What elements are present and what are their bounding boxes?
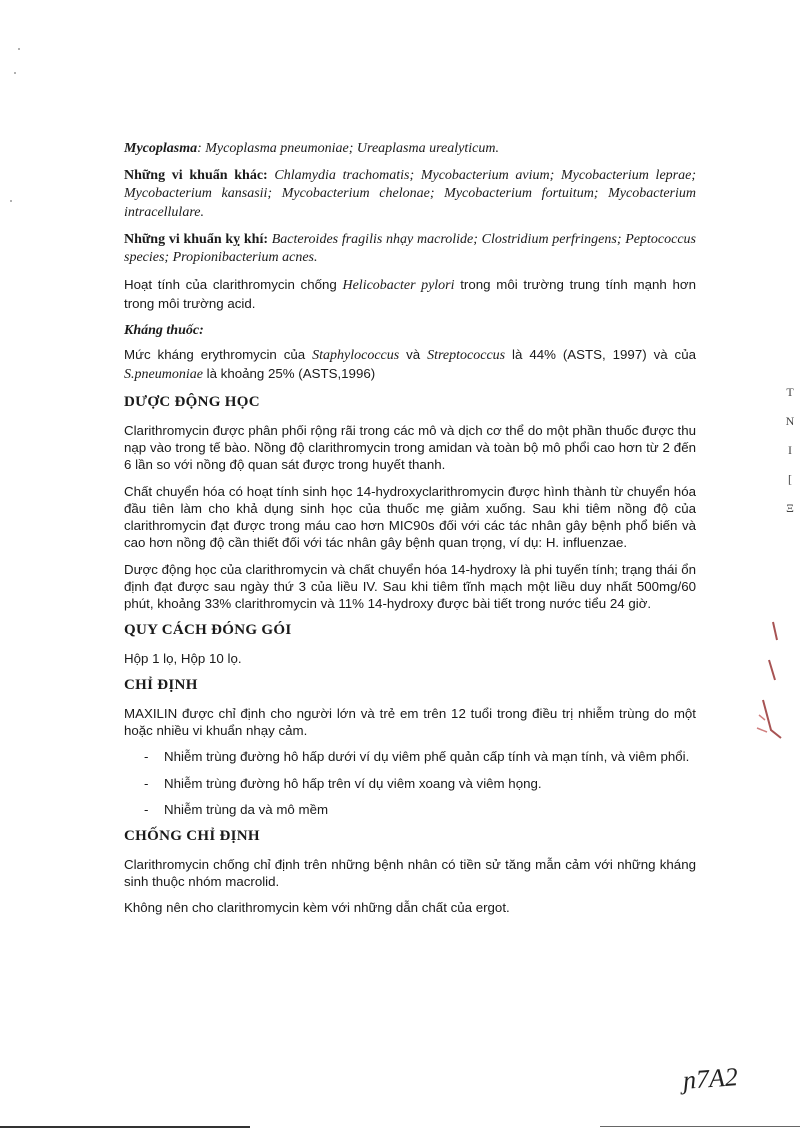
scan-speck	[10, 200, 12, 202]
margin-mark: N	[785, 414, 795, 428]
resistance-staph: Staphylococcus	[312, 347, 400, 363]
pharmacokinetics-paragraph-1: Clarithromycin được phân phối rộng rãi trong các mô và dịch cơ thể do một phần thuốc được thu nạp vào trong tế bào. Nồng độ clarithromycin trong amidan và toàn bộ mô phổi cao hơn từ 2 đến 6 lần so với nồng độ quan sát được trong huyết thanh.	[124, 422, 696, 473]
indication-item-text: Nhiễm trùng đường hô hấp dưới ví dụ viêm phế quản cấp tính và mạn tính, và viêm phổi.	[164, 749, 690, 765]
pharmacokinetics-heading: DƯỢC ĐỘNG HỌC	[124, 394, 260, 411]
anaerobic-paragraph	[124, 231, 696, 267]
list-item	[124, 775, 696, 792]
other-bacteria-text: Chlamydia trachomatis; Mycobacterium avium; Mycobacterium leprae; Mycobacterium kansasii; Mycobacterium chelonae; Mycobacterium fortuitum; Mycobacterium intracellulare.	[124, 168, 696, 220]
document-body	[124, 140, 696, 926]
helicobacter-species: Helicobacter pylori	[342, 278, 455, 294]
indications-heading: CHỈ ĐỊNH	[124, 677, 198, 694]
handwritten-signature: ɲ7A2	[682, 1062, 739, 1095]
footer-rule-left	[0, 1126, 250, 1128]
anaerobic-text: Bacteroides fragilis nhạy macrolide; Clostridium perfringens; Peptococcus species; Propionibacterium acnes.	[124, 231, 696, 265]
dash-mark: -	[144, 801, 149, 817]
dash-mark: -	[144, 775, 149, 791]
pharmacokinetics-paragraph-3: Dược động học của clarithromycin và chất chuyển hóa 14-hydroxy là phi tuyến tính; trạng thái ổn định đạt được sau ngày thứ 3 của liều IV. Sau khi tiêm tĩnh mạch một liều duy nhất 500mg/60 phút, khoảng 33% clarithromycin và 11% 14-hydroxy được bài tiết trong nước tiểu 24 giờ.	[124, 561, 696, 612]
footer-rule-right	[600, 1126, 800, 1127]
resistance-text-3: là 44% (ASTS, 1997) và của	[505, 346, 696, 362]
margin-stamp-marks	[780, 385, 800, 530]
indications-list	[124, 748, 696, 818]
other-bacteria-paragraph	[124, 167, 696, 222]
indications-intro: MAXILIN được chỉ định cho người lớn và trẻ em trên 12 tuổi trong điều trị nhiễm trùng do một hoặc nhiều vi khuẩn nhạy cảm.	[124, 705, 696, 739]
resistance-text-1: Mức kháng erythromycin của	[124, 346, 313, 362]
list-item	[124, 801, 696, 818]
resistance-strep: Streptococcus	[427, 347, 506, 363]
resistance-pneu: S.pneumoniae	[124, 366, 203, 382]
stamp-fragment-icon	[755, 620, 785, 750]
resistance-heading: Kháng thuốc:	[124, 322, 204, 338]
mycoplasma-line	[124, 140, 696, 158]
margin-mark: T	[786, 385, 794, 399]
packaging-text: Hộp 1 lọ, Hộp 10 lọ.	[124, 650, 242, 666]
margin-mark: I	[788, 443, 792, 457]
helicobacter-pre: Hoạt tính của clarithromycin chống	[124, 277, 343, 293]
other-bacteria-label: Những vi khuẩn khác:	[124, 168, 268, 184]
packaging-heading: QUY CÁCH ĐÓNG GÓI	[124, 622, 292, 639]
helicobacter-post: trong môi trường trung tính mạnh hơn trong môi trường acid.	[124, 277, 697, 312]
anaerobic-label: Những vi khuẩn kỵ khí:	[124, 231, 268, 247]
resistance-text-2: và	[399, 346, 428, 362]
resistance-paragraph	[124, 346, 696, 384]
helicobacter-paragraph	[124, 276, 696, 312]
margin-mark: [	[788, 472, 792, 486]
mycoplasma-label: Mycoplasma	[124, 141, 198, 156]
dash-mark: -	[144, 749, 149, 765]
scan-speck	[14, 72, 16, 74]
scan-speck	[18, 48, 20, 50]
indication-item-text: Nhiễm trùng đường hô hấp trên ví dụ viêm xoang và viêm họng.	[164, 775, 542, 791]
mycoplasma-text: : Mycoplasma pneumoniae; Ureaplasma urealyticum.	[197, 141, 499, 156]
pharmacokinetics-paragraph-2: Chất chuyển hóa có hoạt tính sinh học 14-hydroxyclarithromycin được hình thành từ chuyển hóa đầu tiên làm cho khả dụng sinh học của thuốc mẹ giảm xuống. Sau khi tiêm nồng độ của clarithromycin đạt được trong máu cao hơn MIC90s đối với các tác nhân gây bệnh phổ biến và cao hơn nồng độ cần thiết đối với tác nhân gây bệnh quan trọng, ví dụ: H. influenzae.	[124, 483, 696, 551]
resistance-heading-line	[124, 322, 696, 340]
contraindications-paragraph-2: Không nên cho clarithromycin kèm với những dẫn chất của ergot.	[124, 900, 510, 916]
margin-mark: Ξ	[786, 501, 794, 515]
resistance-text-4: là khoảng 25% (ASTS,1996)	[202, 365, 376, 381]
contraindications-heading: CHỐNG CHỈ ĐỊNH	[124, 828, 260, 845]
indication-item-text: Nhiễm trùng da và mô mềm	[164, 801, 329, 817]
contraindications-paragraph-1: Clarithromycin chống chỉ định trên những bệnh nhân có tiền sử tăng mẫn cảm với những kháng sinh thuộc nhóm macrolid.	[124, 856, 696, 889]
list-item	[124, 748, 696, 765]
